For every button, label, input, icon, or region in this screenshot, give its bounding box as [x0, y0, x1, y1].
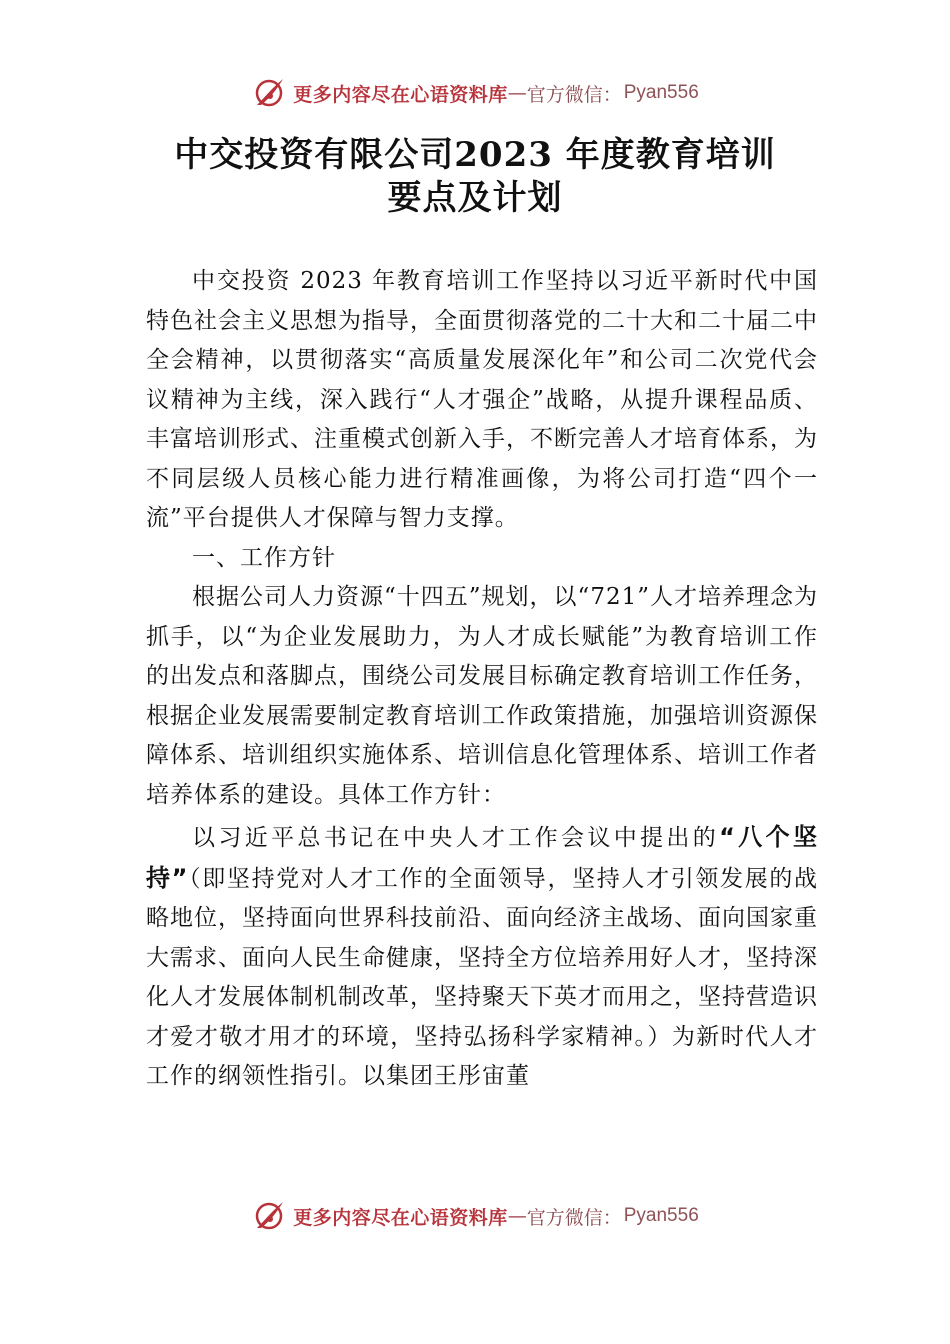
- feather-logo-icon: [251, 75, 287, 111]
- watermark-wechat-id: Pyan556: [623, 1205, 699, 1226]
- paragraph-eight-text-after: （即坚持党对人才工作的全面领导，坚持人才引领发展的战略地位，坚持面向世界科技前沿、面向经济主战场、面向国家重大需求、面向人民生命健康，坚持全方位培养用好人才，坚持深化人才发展体制机制改革，坚持聚天下英才而用之，坚持营造识才爱才敬才用才的环境，坚持弘扬科学家精神。）为新时代人才工作的纲领性指引。以集团王彤宙董: [146, 865, 818, 1089]
- footer-watermark: [0, 1196, 950, 1236]
- watermark-sub-text: 官方微信：: [526, 83, 622, 106]
- watermark-wechat-id: Pyan556: [623, 82, 699, 103]
- paragraph-eight-persistences: [146, 818, 818, 1097]
- document-title-line2: 要点及计划: [387, 178, 563, 218]
- paragraph-intro: 中交投资 2023 年教育培训工作坚持以习近平新时代中国特色社会主义思想为指导，全面贯彻落党的二十大和二十届二中全会精神，以贯彻落实“高质量发展深化年”和公司二次党代会议精神为主线，深入践行“人才强企”战略，从提升课程品质、丰富培训形式、注重模式创新入手，不断完善人才培育体系，为不同层级人员核心能力进行精准画像，为将公司打造“四个一流”平台提供人才保障与智力支撑。: [146, 268, 818, 531]
- header-watermark: [0, 73, 950, 113]
- section-heading-work-policy: 一、工作方针: [192, 544, 336, 571]
- watermark-dash: —: [507, 1205, 527, 1227]
- document-title-line1: 中交投资有限公司2023 年度教育培训: [174, 135, 776, 175]
- watermark-dash: —: [507, 82, 527, 104]
- watermark-main-text: 更多内容尽在心语资料库: [293, 83, 508, 106]
- paragraph-eight-text-before: 以习近平总书记在中央人才工作会议中提出的: [192, 825, 720, 851]
- eight-persistences-bold: “八个坚持”: [146, 823, 819, 892]
- paragraph-policy: 根据公司人力资源“十四五”规划，以“721”人才培养理念为抓手，以“为企业发展助力，为人才成长赋能”为教育培训工作的出发点和落脚点，围绕公司发展目标确定教育培训工作任务，根据企业发展需要制定教育培训工作政策措施，加强培训资源保障体系、培训组织实施体系、培训信息化管理体系、培训工作者培养体系的建设。具体工作方针：: [146, 584, 818, 808]
- document-body: [146, 262, 818, 1097]
- feather-logo-icon: [251, 1198, 287, 1234]
- watermark-sub-text: 官方微信：: [526, 1206, 622, 1229]
- watermark-main-text: 更多内容尽在心语资料库: [293, 1206, 508, 1229]
